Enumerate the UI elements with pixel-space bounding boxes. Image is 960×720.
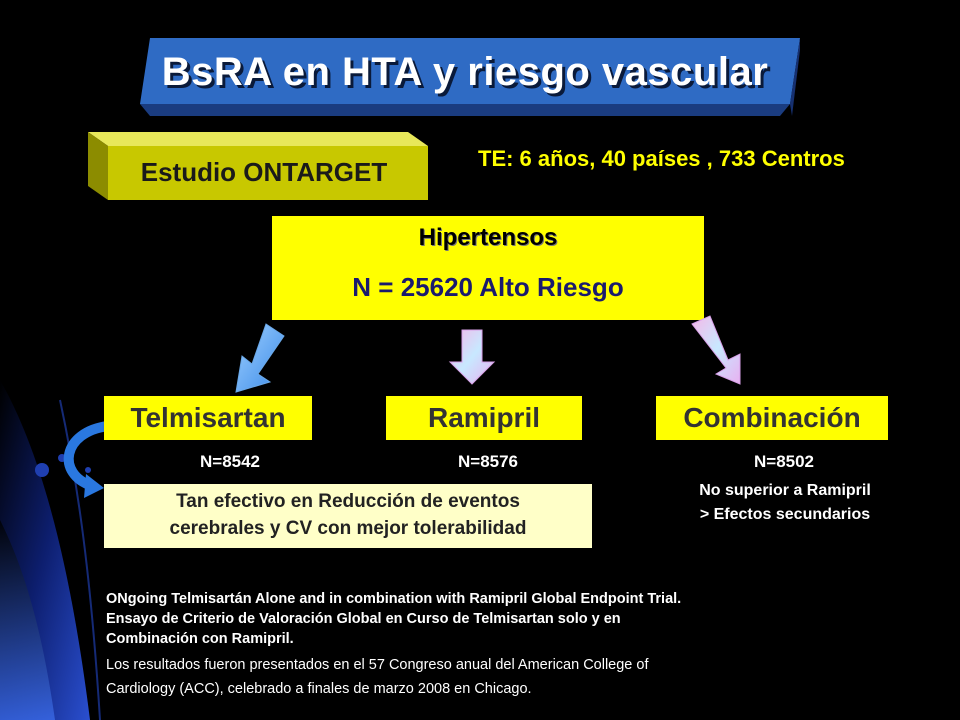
telmisartan-outcome-line: Tan efectivo en Reducción de eventos <box>176 491 520 512</box>
combination-outcome-line: No superior a Ramipril <box>699 482 871 499</box>
population-label: Hipertensos <box>418 224 558 251</box>
page-title: BsRA en HTA y riesgo vascular <box>161 49 769 94</box>
curved-arrow-to-outcome <box>69 426 108 498</box>
combination-outcome-line: > Efectos secundarios <box>699 506 871 523</box>
footnote-results: Los resultados fueron presentados en el 57 Congreso anual del American College of <box>106 657 649 673</box>
n-ramipril: N=8576 <box>457 452 519 471</box>
study-details: TE: 6 años, 40 países , 733 Centros <box>478 146 845 171</box>
telmisartan-outcome-box <box>104 484 592 548</box>
arm-box-ramipril: Ramipril <box>386 396 582 440</box>
n-telmisartan: N=8542 <box>199 452 261 471</box>
arrow-to-telmisartan <box>236 324 284 392</box>
arrow-to-ramipril <box>450 330 494 384</box>
arm-box-telmisartan: Telmisartan <box>104 396 312 440</box>
footnote-translation-cont: Combinación con Ramipril. <box>106 631 294 647</box>
study-name: Estudio ONTARGET <box>140 156 388 187</box>
n-combination: N=8502 <box>753 452 815 471</box>
footnote-translation: Ensayo de Criterio de Valoración Global en Curso de Telmisartan solo y en <box>106 611 621 627</box>
arm-box-combination: Combinación <box>656 396 888 440</box>
footnote-results-cont: Cardiology (ACC), celebrado a finales de marzo 2008 en Chicago. <box>106 681 532 697</box>
telmisartan-outcome-line: cerebrales y CV con mejor tolerabilidad <box>169 518 527 539</box>
arrow-to-combination <box>692 316 740 384</box>
footnote-acronym: ONgoing Telmisartán Alone and in combination with Ramipril Global Endpoint Trial. <box>106 591 682 607</box>
population-value: N = 25620 Alto Riesgo <box>352 272 624 302</box>
